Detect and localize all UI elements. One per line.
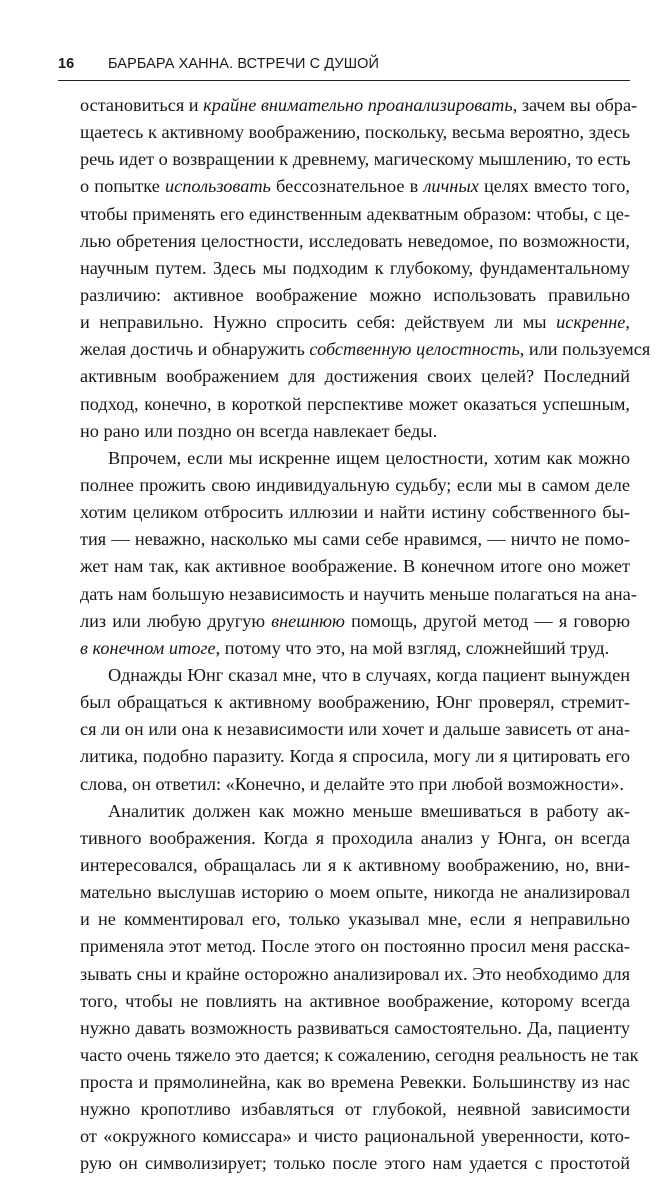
text-line — [80, 879, 630, 906]
text-line — [80, 282, 630, 309]
italic-span: крайне внимательно проанализировать — [203, 95, 513, 115]
text-line — [80, 961, 630, 988]
italic-span: в конечном итоге — [80, 637, 216, 658]
text-span: но рано или поздно он всегда навлекает беды. — [80, 420, 438, 441]
text-span: Однажды Юнг сказал мне, что в случаях, когда пациент вынужден — [108, 664, 630, 685]
text-line — [80, 1123, 630, 1150]
text-line — [80, 635, 630, 662]
text-span: рую он символизирует; только после этого нам удается с простотой — [80, 1153, 630, 1174]
italic-span: использовать — [164, 176, 271, 197]
running-header — [58, 56, 630, 76]
text-line — [80, 825, 630, 852]
text-line — [80, 228, 630, 255]
text-line — [80, 1150, 630, 1177]
page-number: 16 — [58, 56, 75, 72]
text-span: бессознательное в — [270, 176, 424, 197]
header-rule — [58, 80, 630, 81]
text-span: Аналитик должен как можно меньше вмешиваться в работу ак- — [108, 800, 630, 821]
text-line — [80, 92, 638, 119]
text-span: , или пользуемся — [519, 339, 651, 360]
text-line — [80, 309, 630, 336]
text-span: активным воображением для достижения своих целей? Последний — [80, 366, 630, 387]
text-span: тия — неважно, насколько мы сами себе нравимся, — ничто не помо- — [80, 529, 630, 550]
text-span: нужно давать возможность развиваться самостоятельно. Да, пациенту — [80, 1017, 630, 1038]
text-line — [80, 771, 630, 798]
text-line — [80, 201, 630, 228]
running-title: БАРБАРА ХАННА. ВСТРЕЧИ С ДУШОЙ — [108, 56, 380, 72]
text-span: целях вместо того, — [478, 176, 630, 197]
text-span: был обращаться к активному воображению, Юнг проверял, стремит- — [80, 692, 630, 713]
text-line — [80, 119, 630, 146]
text-span: чтобы применять его единственным адекватным образом: чтобы, с це- — [80, 203, 630, 224]
text-span: ся ли он или она к независимости или хочет и дальше зависеть от ана- — [80, 719, 630, 740]
text-span: того, чтобы не повлиять на активное воображение, которому всегда — [80, 990, 630, 1011]
text-span: лью обретения целостности, исследовать неведомое, по возможности, — [80, 230, 630, 251]
text-line — [80, 363, 630, 390]
text-span: интересовался, обращалась ли я к активному воображению, но, вни- — [80, 854, 630, 875]
text-span: щаетесь к активному воображению, поскольку, весьма вероятно, здесь — [80, 122, 630, 143]
text-span: , — [625, 312, 630, 333]
text-span: помощь, другой метод — я говорю — [344, 610, 630, 631]
text-span: научным путем. Здесь мы подходим к глубокому, фундаментальному — [80, 257, 630, 278]
text-line — [80, 1042, 639, 1069]
text-span: нужно кропотливо избавляться от глубокой, неявной зависимости — [80, 1099, 630, 1120]
text-span: дать нам большую независимость и научить меньше полагаться на ана- — [80, 583, 637, 604]
text-span: литика, подобно паразиту. Когда я спросила, могу ли я цитировать его — [80, 746, 630, 767]
text-span: желая достичь и обнаружить — [80, 339, 310, 360]
text-span: часто очень тяжело это дается; к сожалению, сегодня реальность не так — [80, 1044, 639, 1065]
text-span: полнее прожить свою индивидуальную судьбу; если мы в самом деле — [80, 474, 630, 495]
text-line — [80, 798, 630, 825]
text-line — [80, 255, 630, 282]
text-span: мательно выслушав историю о моем опыте, никогда не анализировал — [80, 882, 630, 903]
text-line — [80, 336, 651, 363]
text-line — [80, 608, 630, 635]
text-line — [80, 418, 630, 445]
text-line — [80, 933, 630, 960]
text-span: остановиться и — [80, 95, 204, 115]
text-span: речь идет о возвращении к древнему, магическому мышлению, то есть — [80, 149, 631, 170]
text-line — [80, 716, 630, 743]
text-line — [80, 743, 630, 770]
text-line — [80, 988, 630, 1015]
text-span: тивного воображения. Когда я проходила анализ у Юнга, он всегда — [80, 827, 630, 848]
text-line — [80, 526, 630, 553]
text-span: от «окружного комиссара» и чисто рациональной уверенности, кото- — [80, 1126, 630, 1147]
text-span: , потому что это, на мой взгляд, сложнейший труд. — [215, 637, 610, 658]
text-span: лиз или любую другую — [80, 610, 272, 631]
text-line — [80, 445, 630, 472]
text-span: Впрочем, если мы искренне ищем целостности, хотим как можно — [108, 447, 630, 468]
text-line — [80, 852, 630, 879]
text-line — [80, 146, 630, 173]
text-line — [80, 1015, 630, 1042]
italic-span: внешнюю — [271, 610, 345, 631]
text-line — [80, 553, 630, 580]
text-line — [80, 391, 630, 418]
text-span: различию: активное воображение можно использовать правильно — [80, 284, 630, 305]
text-span: подход, конечно, в короткой перспективе может оказаться успешным, — [80, 393, 630, 414]
italic-span: собственную целостность — [309, 339, 520, 360]
text-span: слова, он ответил: «Конечно, и делайте это при любой возможности». — [80, 773, 624, 794]
italic-span: личных — [423, 176, 479, 197]
text-line — [80, 581, 637, 608]
text-line — [80, 662, 630, 689]
text-line — [80, 1069, 630, 1096]
text-span: хотим целиком отбросить иллюзии и найти истину собственного бы- — [80, 502, 630, 523]
text-span: и не комментировал его, только указывал мне, если я неправильно — [80, 909, 630, 930]
text-span: проста и прямолинейна, как во времена Ревекки. Большинству из нас — [80, 1072, 630, 1093]
text-span: жет нам так, как активное воображение. В конечном итоге оно может — [80, 556, 630, 577]
text-span: применяла этот метод. После этого он постоянно просил меня расска- — [80, 936, 630, 957]
text-span: о попытке — [80, 176, 165, 197]
body-text — [80, 92, 651, 1178]
text-line — [80, 1096, 630, 1123]
text-span: и неправильно. Нужно спросить себя: действуем ли мы — [80, 312, 557, 333]
text-span: зывать сны и крайне осторожно анализировал их. Это необходимо для — [80, 963, 630, 984]
italic-span: искренне — [556, 312, 626, 333]
text-line — [80, 689, 630, 716]
text-line — [80, 499, 630, 526]
text-line — [80, 906, 630, 933]
text-line — [80, 173, 630, 200]
text-span: , зачем вы обра- — [512, 95, 638, 115]
text-line — [80, 472, 630, 499]
